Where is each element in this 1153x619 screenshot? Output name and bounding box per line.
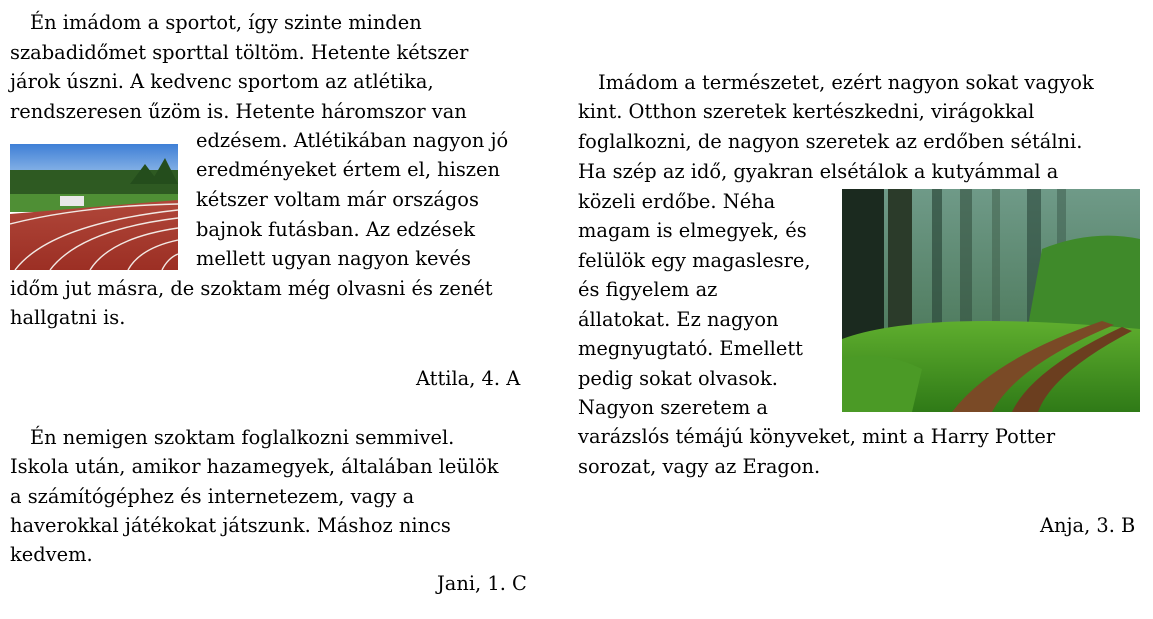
attila-line-3: járok úszni. A kedvenc sportom az atlétika,	[10, 70, 434, 93]
jani-line-4: haverokkal játékokat játszunk. Máshoz nincs	[10, 514, 451, 537]
attila-line-7: kétszer voltam már országos	[196, 188, 479, 211]
jani-line-5: kedvem.	[10, 543, 93, 566]
attila-line-1: Én imádom a sportot, így szinte minden	[30, 11, 422, 34]
anja-line-6: magam is elmegyek, és	[578, 219, 807, 242]
anja-line-9: állatokat. Ez nagyon	[578, 308, 779, 331]
attila-line-8: bajnok futásban. Az edzések	[196, 218, 475, 241]
anja-line-3: foglalkozni, de nagyon szeretek az erdőben sétálni.	[578, 130, 1083, 153]
attila-line-6: eredményeket értem el, hiszen	[196, 158, 500, 181]
attila-line-9: mellett ugyan nagyon kevés	[196, 247, 471, 270]
anja-line-10: megnyugtató. Emellett	[578, 337, 803, 360]
attila-line-4: rendszeresen űzöm is. Hetente háromszor van	[10, 100, 467, 123]
running-track-photo	[10, 144, 178, 270]
attila-line-11: hallgatni is.	[10, 306, 126, 329]
forest-path-photo	[842, 189, 1140, 412]
attila-line-5: edzésem. Atlétikában nagyon jó	[196, 129, 509, 152]
attila-signature: Attila, 4. A	[416, 367, 521, 390]
anja-signature: Anja, 3. B	[1040, 514, 1136, 537]
jani-signature: Jani, 1. C	[437, 572, 527, 595]
attila-line-2: szabadidőmet sporttal töltöm. Hetente kétszer	[10, 41, 469, 64]
anja-line-4: Ha szép az idő, gyakran elsétálok a kutyámmal a	[578, 160, 1059, 183]
anja-line-11: pedig sokat olvasok.	[578, 367, 778, 390]
anja-line-13: varázslós témájú könyveket, mint a Harry Potter	[578, 425, 1056, 448]
attila-line-10: időm jut másra, de szoktam még olvasni és zenét	[10, 277, 493, 300]
anja-line-12: Nagyon szeretem a	[578, 396, 768, 419]
jani-line-2: Iskola után, amikor hazamegyek, általában leülök	[10, 455, 499, 478]
forest-image	[842, 189, 1140, 412]
jani-line-1: Én nemigen szoktam foglalkozni semmivel.	[30, 426, 455, 449]
running-track-image	[10, 144, 178, 270]
anja-line-5: közeli erdőbe. Néha	[578, 190, 776, 213]
anja-line-7: felülök egy magaslesre,	[578, 249, 811, 272]
jani-line-3: a számítógéphez és internetezem, vagy a	[10, 485, 415, 508]
anja-line-14: sorozat, vagy az Eragon.	[578, 455, 821, 478]
anja-line-2: kint. Otthon szeretek kertészkedni, virágokkal	[578, 100, 1035, 123]
anja-line-8: és figyelem az	[578, 278, 718, 301]
anja-line-1: Imádom a természetet, ezért nagyon sokat vagyok	[598, 71, 1094, 94]
